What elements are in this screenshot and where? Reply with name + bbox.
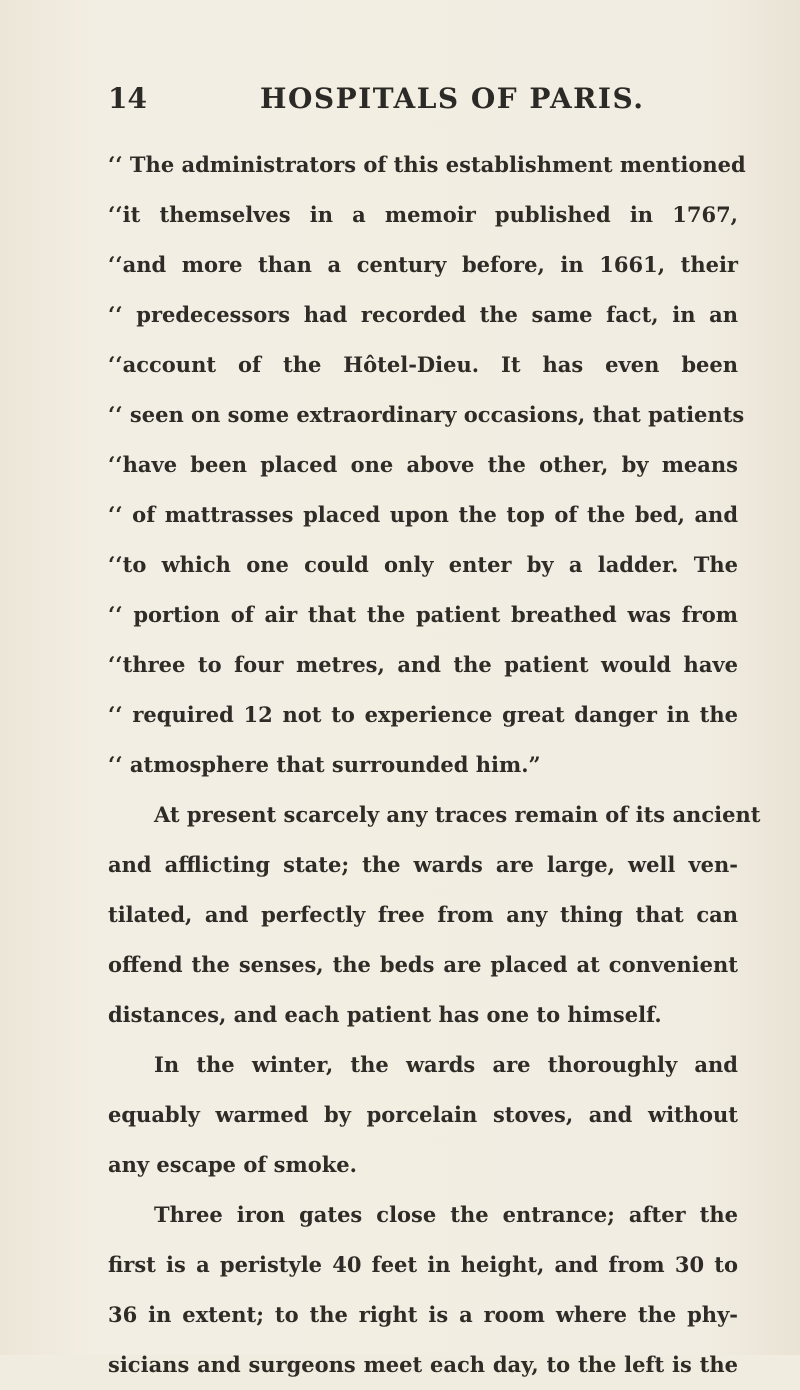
text-line: tilated, and perfectly free from any thing that can bbox=[108, 902, 738, 927]
text-line: In the winter, the wards are thoroughly and bbox=[154, 1052, 738, 1077]
text-line: any escape of smoke. bbox=[108, 1152, 357, 1177]
text-line: ‘‘ atmosphere that surrounded him.” bbox=[108, 752, 541, 777]
text-line: ‘‘ The administrators of this establishment mentioned bbox=[108, 152, 746, 177]
text-line: At present scarcely any traces remain of its ancient bbox=[154, 802, 761, 827]
page-header bbox=[108, 82, 708, 122]
text-line: offend the senses, the beds are placed at convenient bbox=[108, 952, 738, 977]
text-line: ‘‘have been placed one above the other, by means bbox=[108, 452, 738, 477]
text-line: ‘‘ of mattrasses placed upon the top of the bed, and bbox=[108, 502, 738, 527]
text-line: ‘‘account of the Hôtel-Dieu. It has even been bbox=[108, 352, 738, 377]
text-line: ‘‘ required 12 not to experience great danger in the bbox=[108, 702, 738, 727]
text-line: ‘‘three to four metres, and the patient would have bbox=[108, 652, 738, 677]
text-line: ‘‘ seen on some extraordinary occasions, that patients bbox=[108, 402, 745, 427]
text-line: sicians and surgeons meet each day, to the left is the bbox=[108, 1352, 738, 1377]
text-line: ‘‘and more than a century before, in 1661, their bbox=[108, 252, 738, 277]
text-line: first is a peristyle 40 feet in height, and from 30 to bbox=[108, 1252, 738, 1277]
text-line: ‘‘to which one could only enter by a ladder. The bbox=[108, 552, 738, 577]
text-line: ‘‘it themselves in a memoir published in 1767, bbox=[108, 202, 738, 227]
text-line: 36 in extent; to the right is a room where the phy- bbox=[108, 1302, 738, 1327]
page-number: 14 bbox=[108, 82, 147, 115]
body-text bbox=[108, 140, 761, 1390]
text-line: ‘‘ portion of air that the patient breathed was from bbox=[108, 602, 738, 627]
text-line: ‘‘ predecessors had recorded the same fact, in an bbox=[108, 302, 738, 327]
text-line: equably warmed by porcelain stoves, and without bbox=[108, 1102, 738, 1127]
text-line: Three iron gates close the entrance; after the bbox=[154, 1202, 738, 1227]
running-head: HOSPITALS OF PARIS. bbox=[260, 82, 645, 115]
text-line: and afflicting state; the wards are large, well ven- bbox=[108, 852, 738, 877]
text-line: distances, and each patient has one to himself. bbox=[108, 1002, 662, 1027]
